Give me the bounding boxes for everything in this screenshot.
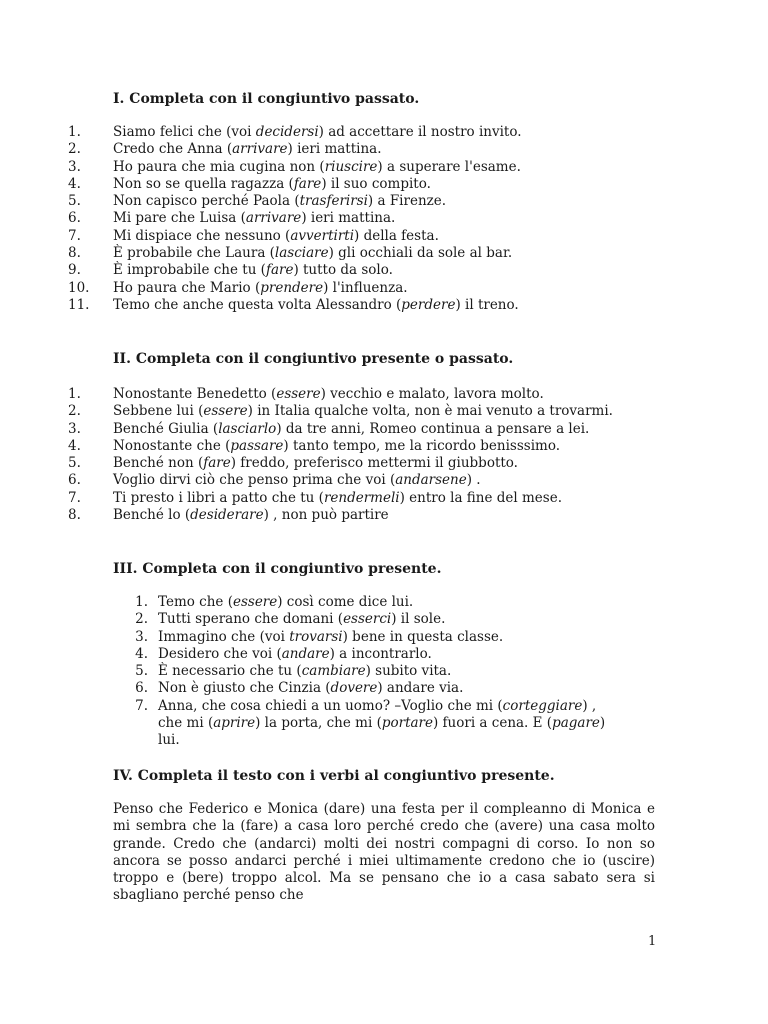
list-item: 7. Ti presto i libri a patto che tu (rendermeli) entro la fine del mese. <box>68 489 563 506</box>
list-item: 7. Mi dispiace che nessuno (avvertirti) della festa. <box>68 227 439 244</box>
section-4-heading: IV. Completa il testo con i verbi al congiuntivo presente. <box>113 768 555 784</box>
section-1-heading: I. Completa con il congiuntivo passato. <box>113 91 420 107</box>
section-4-paragraph: Penso che Federico e Monica (dare) una festa per il compleanno di Monica e mi sembra che la (fare) a casa loro perché credo che (avere) una casa molto grande. Credo che (andarci) molti dei nostri compagni di corso. Io non so ancora se posso andarci perché i miei ultimamente credono che io (uscire) troppo e (bere) troppo alcol. Ma se pensano che io a casa sabato sera si sbagliano perché penso che <box>113 801 655 904</box>
section-2-list <box>0 386 613 524</box>
list-item: 9. È improbabile che tu (fare) tutto da solo. <box>68 262 393 279</box>
list-item: 3. Immagino che (voi trovarsi) bene in questa classe. <box>135 628 504 645</box>
list-item: 5. Benché non (fare) freddo, preferisco mettermi il giubbotto. <box>68 455 518 472</box>
list-item: 3. Ho paura che mia cugina non (riuscire) a superare l'esame. <box>68 158 521 175</box>
list-item: 1. Nonostante Benedetto (essere) vecchio e malato, lavora molto. <box>68 386 544 402</box>
list-item: 4. Non so se quella ragazza (fare) il suo compito. <box>68 175 431 192</box>
page-number: 1 <box>648 934 657 949</box>
list-item: 10. Ho paura che Mario (prendere) l'influenza. <box>68 279 408 296</box>
list-item: 4. Desidero che voi (andare) a incontrarlo. <box>135 645 432 662</box>
section-1-list <box>0 124 522 314</box>
list-item: 4. Nonostante che (passare) tanto tempo, me la ricordo benisssimo. <box>68 437 561 454</box>
list-item: 8. Benché lo (desiderare) , non può partire <box>68 507 389 524</box>
list-item: 2. Credo che Anna (arrivare) ieri mattina. <box>68 141 382 158</box>
list-item: 6. Non è giusto che Cinzia (dovere) andare via. <box>135 680 464 697</box>
list-item: 5. Non capisco perché Paola (trasferirsi) a Firenze. <box>68 193 447 210</box>
list-item: 8. È probabile che Laura (lasciare) gli occhiali da sole al bar. <box>68 245 513 262</box>
list-item: 5. È necessario che tu (cambiare) subito vita. <box>135 663 452 680</box>
list-item: 1. Temo che (essere) così come dice lui. <box>135 594 414 610</box>
list-item: 1. Siamo felici che (voi decidersi) ad accettare il nostro invito. <box>68 124 522 140</box>
section-3-list <box>0 594 606 750</box>
list-item: 7. Anna, che cosa chiedi a un uomo? –Voglio che mi (corteggiare) , che mi (aprire) la porta, che mi (portare) fuori a cena. E (pagare) lui. <box>135 697 606 749</box>
list-item: 3. Benché Giulia (lasciarlo) da tre anni, Romeo continua a pensare a lei. <box>68 420 590 437</box>
list-item: 6. Voglio dirvi ciò che penso prima che voi (andarsene) . <box>68 472 481 489</box>
list-item: 11. Temo che anche questa volta Alessandro (perdere) il treno. <box>68 296 519 313</box>
list-item: 6. Mi pare che Luisa (arrivare) ieri mattina. <box>68 210 396 227</box>
section-3-heading: III. Completa con il congiuntivo presente. <box>113 561 442 577</box>
list-item: 2. Tutti sperano che domani (esserci) il sole. <box>135 611 446 628</box>
section-2-heading: II. Completa con il congiuntivo presente o passato. <box>113 351 514 367</box>
list-item: 2. Sebbene lui (essere) in Italia qualche volta, non è mai venuto a trovarmi. <box>68 403 613 420</box>
